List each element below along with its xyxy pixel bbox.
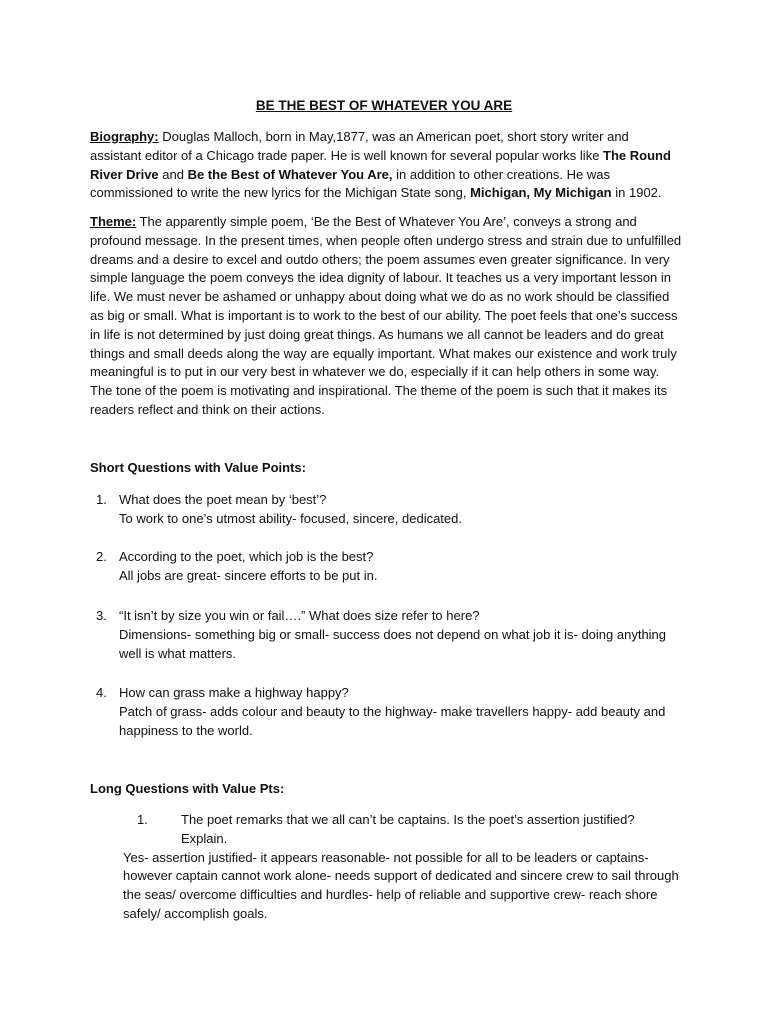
theme-paragraph xyxy=(90,213,682,420)
question-number: 2. xyxy=(96,549,107,564)
answer-text: To work to one’s utmost ability- focused, sincere, dedicated. xyxy=(119,510,462,526)
theme-text: The apparently simple poem, ‘Be the Best of Whatever You Are’, conveys a strong and profound message. In the present times, when people often undergo stress and strain due to unfulfilled dreams and a desire to excel and outdo others; the poem assumes even greater significance. In very simple language the poem conveys the idea dignity of labour. It teaches us a very important lesson in life. We must never be ashamed or unhappy about doing what we do as no work should be classified as big or small. What is important is to work to the best of our ability. The poet feels that one’s success in life is not determined by just doing great things. As humans we all cannot be leaders and do great things and small deeds along the way are equally important. What makes our existence and work truly meaningful is to put in our very best in whatever we do, especially if it can help others in some way. The tone of the poem is motivating and inspirational. The theme of the poem is such that it makes its readers reflect and think on their actions. xyxy=(90,214,682,417)
question-text: According to the poet, which job is the best? xyxy=(119,549,374,564)
work-title: The Round River Drive xyxy=(90,147,671,182)
answer-text: Yes- assertion justified- it appears reasonable- not possible for all to be leaders or captains- however captain cannot work alone- needs support of dedicated and sincere crew to sail through the seas/ overcome difficulties and hurdles- help of reliable and supportive crew- reach shore safely/ accomplish goals. xyxy=(123,849,679,921)
short-questions-heading: Short Questions with Value Points: xyxy=(90,460,306,475)
question-number: 1. xyxy=(96,492,107,507)
biography-paragraph xyxy=(90,128,682,203)
short-question-item xyxy=(96,491,682,529)
answer-text: Patch of grass- adds colour and beauty to the highway- make travellers happy- add beauty and happiness to the world. xyxy=(119,703,666,738)
question-number: 1. xyxy=(137,812,148,827)
question-number: 4. xyxy=(96,685,107,700)
short-question-item xyxy=(96,607,682,663)
document-title: BE THE BEST OF WHATEVER YOU ARE xyxy=(255,98,513,113)
biography-text: Douglas Malloch, born in May,1877, was an American poet, short story writer and assistant editor of a Chicago trade paper. He is well known for several popular works like xyxy=(90,129,629,163)
biography-text: and xyxy=(158,166,188,182)
answer-text: Dimensions- something big or small- success does not depend on what job it is- doing anything well is what matters. xyxy=(119,626,667,661)
short-question-item xyxy=(96,684,682,740)
question-number: 3. xyxy=(96,608,107,623)
answer-text: All jobs are great- sincere efforts to be put in. xyxy=(119,567,378,583)
biography-text: in addition to other creations. He was commissioned to write the new lyrics for the Michigan State song, xyxy=(90,166,611,201)
question-text: “It isn’t by size you win or fail….” What does size refer to here? xyxy=(119,608,480,623)
question-text: The poet remarks that we all can’t be captains. Is the poet’s assertion justified? Explain. xyxy=(181,812,635,846)
work-title: Michigan, My Michigan xyxy=(470,185,612,201)
theme-label: Theme: xyxy=(90,214,137,229)
work-title: Be the Best of Whatever You Are, xyxy=(187,166,393,182)
question-text: How can grass make a highway happy? xyxy=(119,685,349,700)
short-question-item xyxy=(96,548,682,586)
biography-text: in 1902. xyxy=(611,185,662,201)
long-questions-heading: Long Questions with Value Pts: xyxy=(90,781,285,796)
question-text: What does the poet mean by ‘best’? xyxy=(119,492,327,507)
biography-label: Biography: xyxy=(90,129,159,144)
long-question-item xyxy=(123,811,683,924)
